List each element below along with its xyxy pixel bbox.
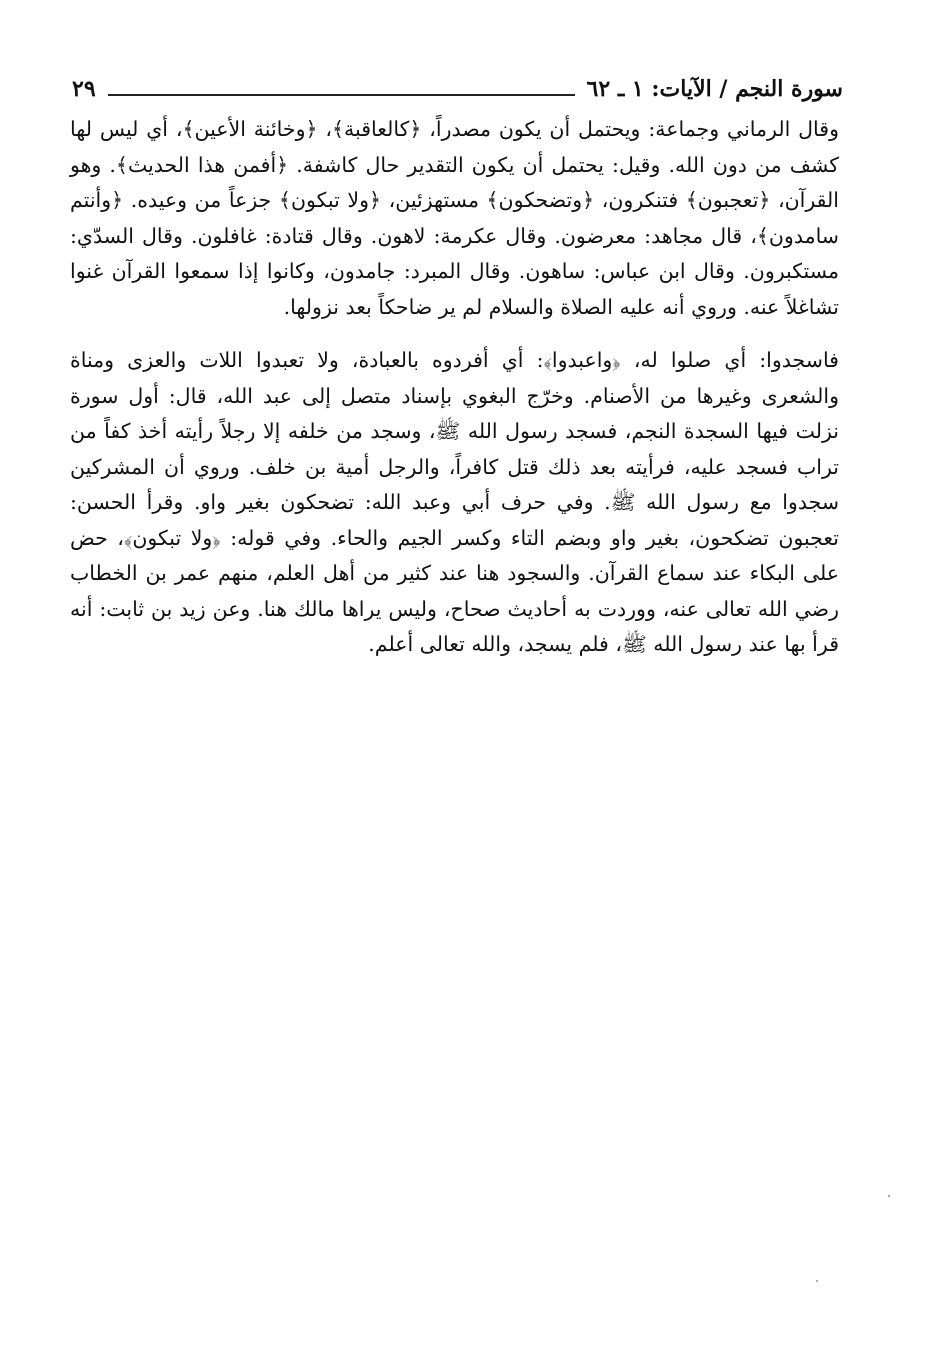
page-body bbox=[70, 112, 839, 663]
scan-speck bbox=[888, 1195, 890, 1197]
header-rule bbox=[108, 94, 575, 96]
scan-speck bbox=[816, 1280, 818, 1282]
page-header bbox=[72, 66, 843, 100]
paragraph-1: وقال الرماني وجماعة: ويحتمل أن يكون مصدراً، ﴿كالعاقبة﴾، ﴿وخائنة الأعين﴾، أي ليس لها كشف من دون الله. وقيل: يحتمل أن يكون التقدير حال كاشفة. ﴿أفمن هذا الحديث﴾. وهو القرآن، ﴿تعجبون﴾ فتنكرون، ﴿وتضحكون﴾ مستهزئين، ﴿ولا تبكون﴾ جزعاً من وعيده. ﴿وأنتم سامدون﴾، قال مجاهد: معرضون. وقال عكرمة: لاهون. وقال قتادة: غافلون. وقال السدّي: مستكبرون. وقال ابن عباس: ساهون. وقال المبرد: جامدون، وكانوا إذا سمعوا القرآن غنوا تشاغلاً عنه. وروي أنه عليه الصلاة والسلام لم ير ضاحكاً بعد نزولها. bbox=[70, 117, 839, 319]
page-number: ٢٩ bbox=[72, 76, 96, 102]
paragraph-2: فاسجدوا: أي صلوا له، ﴿واعبدوا﴾: أي أفردوه بالعبادة، ولا تعبدوا اللات والعزى ومناة والشعرى وغيرها من الأصنام. وخرّج البغوي بإسناد متصل إلى عبد الله، قال: أول سورة نزلت فيها السجدة النجم، فسجد رسول الله ﷺ، وسجد من خلفه إلا رجلاً رأيته أخذ كفاً من تراب فسجد عليه، فرأيته بعد ذلك قتل كافراً، والرجل أمية بن خلف. وروي أن المشركين سجدوا مع رسول الله ﷺ. وفي حرف أبي وعبد الله: تضحكون بغير واو. وقرأ الحسن: تعجبون تضكحون، بغير واو وبضم التاء وكسر الجيم والحاء. وفي قوله: ﴿ولا تبكون﴾، حض على البكاء عند سماع القرآن. والسجود هنا عند كثير من أهل العلم، منهم عمر بن الخطاب رضي الله تعالى عنه، ووردت به أحاديث صحاح، وليس يراها مالك هنا. وعن زيد بن ثابت: أنه قرأ بها عند رسول الله ﷺ، فلم يسجد، والله تعالى أعلم. bbox=[70, 348, 839, 656]
running-title: سورة النجم / الآيات: ١ ـ ٦٢ bbox=[586, 76, 843, 102]
